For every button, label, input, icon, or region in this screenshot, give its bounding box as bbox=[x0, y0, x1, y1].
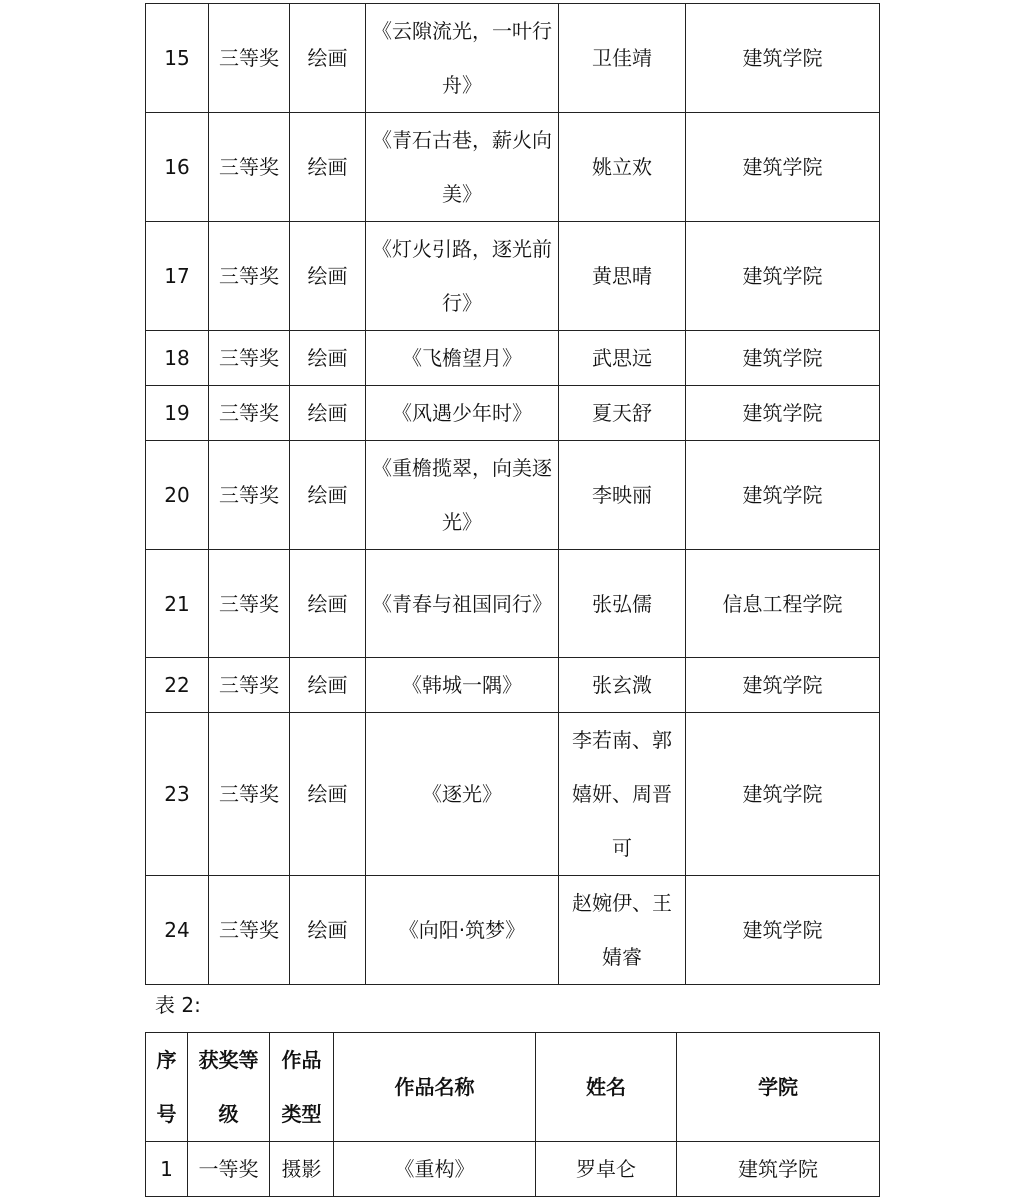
award-level: 三等奖 bbox=[209, 876, 290, 985]
college-name: 建筑学院 bbox=[686, 4, 880, 113]
author-name: 罗卓仑 bbox=[536, 1142, 677, 1197]
row-number: 24 bbox=[146, 876, 209, 985]
work-title: 《飞檐望月》 bbox=[366, 331, 559, 386]
award-level: 三等奖 bbox=[209, 713, 290, 876]
award-level: 三等奖 bbox=[209, 4, 290, 113]
college-name: 建筑学院 bbox=[677, 1142, 880, 1197]
table-row bbox=[146, 4, 880, 113]
work-title: 《逐光》 bbox=[366, 713, 559, 876]
header-author-name: 姓名 bbox=[536, 1033, 677, 1142]
row-number: 1 bbox=[146, 1142, 188, 1197]
author-name: 赵婉伊、王婧睿 bbox=[559, 876, 686, 985]
college-name: 建筑学院 bbox=[686, 113, 880, 222]
work-title: 《风遇少年时》 bbox=[366, 386, 559, 441]
header-row-number: 序号 bbox=[146, 1033, 188, 1142]
award-level: 三等奖 bbox=[209, 550, 290, 658]
work-title: 《向阳·筑梦》 bbox=[366, 876, 559, 985]
award-level: 三等奖 bbox=[209, 441, 290, 550]
college-name: 建筑学院 bbox=[686, 876, 880, 985]
author-name: 武思远 bbox=[559, 331, 686, 386]
awards-table-1 bbox=[145, 3, 880, 985]
college-name: 建筑学院 bbox=[686, 222, 880, 331]
work-title: 《青石古巷，薪火向美》 bbox=[366, 113, 559, 222]
row-number: 15 bbox=[146, 4, 209, 113]
work-type: 摄影 bbox=[270, 1142, 334, 1197]
award-level: 三等奖 bbox=[209, 113, 290, 222]
work-type: 绘画 bbox=[290, 222, 366, 331]
award-level: 三等奖 bbox=[209, 386, 290, 441]
college-name: 信息工程学院 bbox=[686, 550, 880, 658]
header-work-type: 作品类型 bbox=[270, 1033, 334, 1142]
work-type: 绘画 bbox=[290, 386, 366, 441]
author-name: 张玄溦 bbox=[559, 658, 686, 713]
row-number: 18 bbox=[146, 331, 209, 386]
award-level: 一等奖 bbox=[188, 1142, 270, 1197]
row-number: 21 bbox=[146, 550, 209, 658]
work-type: 绘画 bbox=[290, 713, 366, 876]
work-title: 《重檐揽翠，向美逐光》 bbox=[366, 441, 559, 550]
table-row bbox=[146, 876, 880, 985]
author-name: 李映丽 bbox=[559, 441, 686, 550]
table-row bbox=[146, 1142, 880, 1197]
row-number: 20 bbox=[146, 441, 209, 550]
work-type: 绘画 bbox=[290, 876, 366, 985]
work-title: 《韩城一隅》 bbox=[366, 658, 559, 713]
work-title: 《青春与祖国同行》 bbox=[366, 550, 559, 658]
author-name: 张弘儒 bbox=[559, 550, 686, 658]
author-name: 黄思晴 bbox=[559, 222, 686, 331]
work-type: 绘画 bbox=[290, 4, 366, 113]
work-type: 绘画 bbox=[290, 658, 366, 713]
author-name: 卫佳靖 bbox=[559, 4, 686, 113]
college-name: 建筑学院 bbox=[686, 441, 880, 550]
work-title: 《重构》 bbox=[334, 1142, 536, 1197]
row-number: 22 bbox=[146, 658, 209, 713]
table-row bbox=[146, 113, 880, 222]
author-name: 夏天舒 bbox=[559, 386, 686, 441]
table-row bbox=[146, 331, 880, 386]
award-level: 三等奖 bbox=[209, 222, 290, 331]
college-name: 建筑学院 bbox=[686, 713, 880, 876]
work-type: 绘画 bbox=[290, 113, 366, 222]
college-name: 建筑学院 bbox=[686, 658, 880, 713]
work-title: 《云隙流光，一叶行舟》 bbox=[366, 4, 559, 113]
table-row bbox=[146, 386, 880, 441]
author-name: 李若南、郭嬉妍、周晋可 bbox=[559, 713, 686, 876]
row-number: 23 bbox=[146, 713, 209, 876]
header-work-title: 作品名称 bbox=[334, 1033, 536, 1142]
awards-table-2 bbox=[145, 1032, 880, 1197]
college-name: 建筑学院 bbox=[686, 331, 880, 386]
table-row bbox=[146, 713, 880, 876]
header-award-level: 获奖等级 bbox=[188, 1033, 270, 1142]
work-title: 《灯火引路，逐光前行》 bbox=[366, 222, 559, 331]
table-row bbox=[146, 441, 880, 550]
table-2-caption: 表 2: bbox=[155, 993, 201, 1017]
table-header-row bbox=[146, 1033, 880, 1142]
table-row bbox=[146, 658, 880, 713]
row-number: 16 bbox=[146, 113, 209, 222]
award-level: 三等奖 bbox=[209, 331, 290, 386]
author-name: 姚立欢 bbox=[559, 113, 686, 222]
work-type: 绘画 bbox=[290, 441, 366, 550]
college-name: 建筑学院 bbox=[686, 386, 880, 441]
row-number: 19 bbox=[146, 386, 209, 441]
work-type: 绘画 bbox=[290, 550, 366, 658]
header-college: 学院 bbox=[677, 1033, 880, 1142]
table-row bbox=[146, 550, 880, 658]
award-level: 三等奖 bbox=[209, 658, 290, 713]
table-row bbox=[146, 222, 880, 331]
work-type: 绘画 bbox=[290, 331, 366, 386]
row-number: 17 bbox=[146, 222, 209, 331]
